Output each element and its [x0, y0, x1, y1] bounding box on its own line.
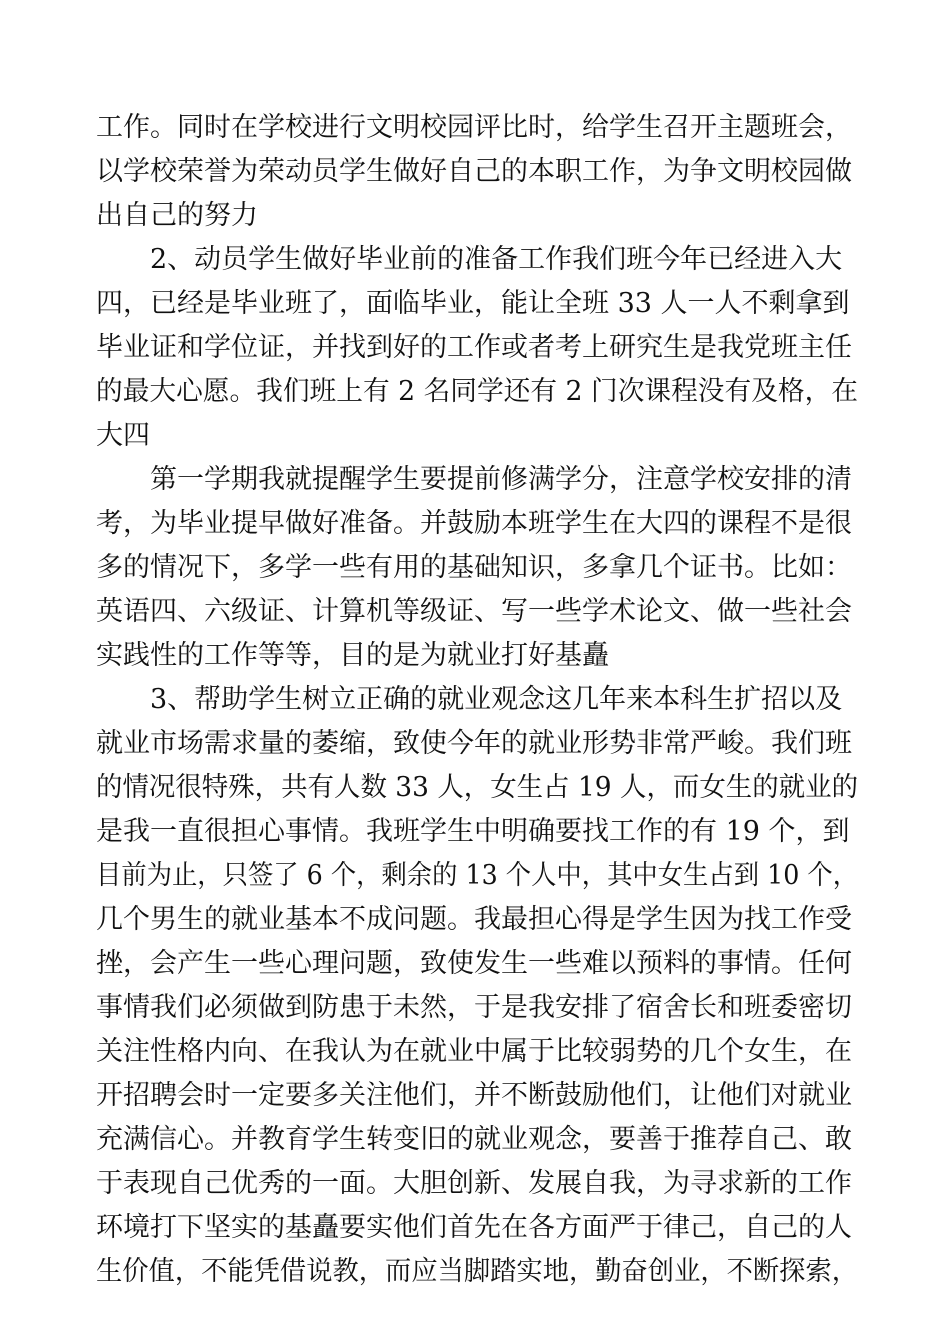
text-line-content: 充满信心。并教育学生转变旧的就业观念，要善于推荐自己、敢: [96, 1124, 852, 1155]
text-line: [96, 1074, 858, 1118]
text-line-content: 四，已经是毕业班了，面临毕业，能让全班 33 人一人不剩拿到: [96, 288, 850, 319]
text-line-content: 是我一直很担心事情。我班学生中明确要找工作的有 19 个，到: [96, 816, 850, 847]
text-line: [96, 986, 858, 1030]
text-line-content: 挫，会产生一些心理问题，致使发生一些难以预料的事情。任何: [96, 948, 852, 979]
text-line-content: 2、动员学生做好毕业前的准备工作我们班今年已经进入大: [150, 244, 843, 275]
text-line: [96, 458, 858, 502]
text-line: [96, 1030, 858, 1074]
text-line: [96, 1206, 858, 1250]
text-line: [96, 370, 858, 414]
text-line-content: 3、帮助学生树立正确的就业观念这几年来本科生扩招以及: [150, 684, 843, 715]
document-page: [96, 106, 858, 1294]
text-line: [96, 326, 858, 370]
text-line-content: 工作。同时在学校进行文明校园评比时，给学生召开主题班会，: [96, 112, 852, 143]
text-line-content: 大四: [96, 420, 150, 451]
text-line-content: 的情况很特殊，共有人数 33 人，女生占 19 人，而女生的就业的: [96, 772, 859, 803]
text-line-content: 的最大心愿。我们班上有 2 名同学还有 2 门次课程没有及格，在: [96, 376, 858, 407]
text-line-content: 于表现自己优秀的一面。大胆创新、发展自我，为寻求新的工作: [96, 1168, 852, 1199]
text-line: [96, 810, 858, 854]
text-line-content: 事情我们必须做到防患于未然，于是我安排了宿舍长和班委密切: [96, 992, 852, 1023]
text-line: [96, 942, 858, 986]
body-text: [96, 106, 858, 1294]
text-line-content: 就业市场需求量的萎缩，致使今年的就业形势非常严峻。我们班: [96, 728, 852, 759]
text-line-content: 多的情况下，多学一些有用的基础知识，多拿几个证书。比如：: [96, 552, 852, 583]
text-line-content: 几个男生的就业基本不成问题。我最担心得是学生因为找工作受: [96, 904, 852, 935]
text-line: [96, 722, 858, 766]
text-line: [96, 414, 858, 458]
text-line-content: 英语四、六级证、计算机等级证、写一些学术论文、做一些社会: [96, 596, 852, 627]
text-line: [96, 194, 858, 238]
text-line-content: 关注性格内向、在我认为在就业中属于比较弱势的几个女生，在: [96, 1036, 852, 1067]
text-line: [96, 634, 858, 678]
text-line: [96, 150, 858, 194]
text-line: [96, 1118, 858, 1162]
text-line-content: 实践性的工作等等，目的是为就业打好基矗: [96, 640, 609, 671]
text-line-content: 生价值，不能凭借说教，而应当脚踏实地，勤奋创业，不断探索，: [96, 1256, 859, 1287]
text-line-content: 开招聘会时一定要多关注他们，并不断鼓励他们，让他们对就业: [96, 1080, 852, 1111]
text-line: [96, 282, 858, 326]
text-line: [96, 238, 858, 282]
text-line-content: 第一学期我就提醒学生要提前修满学分，注意学校安排的清: [150, 464, 852, 495]
text-line-content: 毕业证和学位证，并找到好的工作或者考上研究生是我党班主任: [96, 332, 852, 363]
text-line: [96, 106, 858, 150]
text-line: [96, 854, 858, 898]
text-line: [96, 766, 858, 810]
text-line-content: 考，为毕业提早做好准备。并鼓励本班学生在大四的课程不是很: [96, 508, 852, 539]
text-line: [96, 546, 858, 590]
text-line: [96, 898, 858, 942]
text-line-content: 环境打下坚实的基矗要实他们首先在各方面严于律己，自己的人: [96, 1212, 852, 1243]
text-line-content: 目前为止，只签了 6 个，剩余的 13 个人中，其中女生占到 10 个，: [96, 860, 859, 891]
text-line: [96, 1250, 858, 1294]
text-line: [96, 1162, 858, 1206]
text-line-content: 以学校荣誉为荣动员学生做好自己的本职工作，为争文明校园做: [96, 156, 852, 187]
text-line: [96, 502, 858, 546]
text-line-content: 出自己的努力: [96, 200, 258, 231]
text-line: [96, 590, 858, 634]
text-line: [96, 678, 858, 722]
